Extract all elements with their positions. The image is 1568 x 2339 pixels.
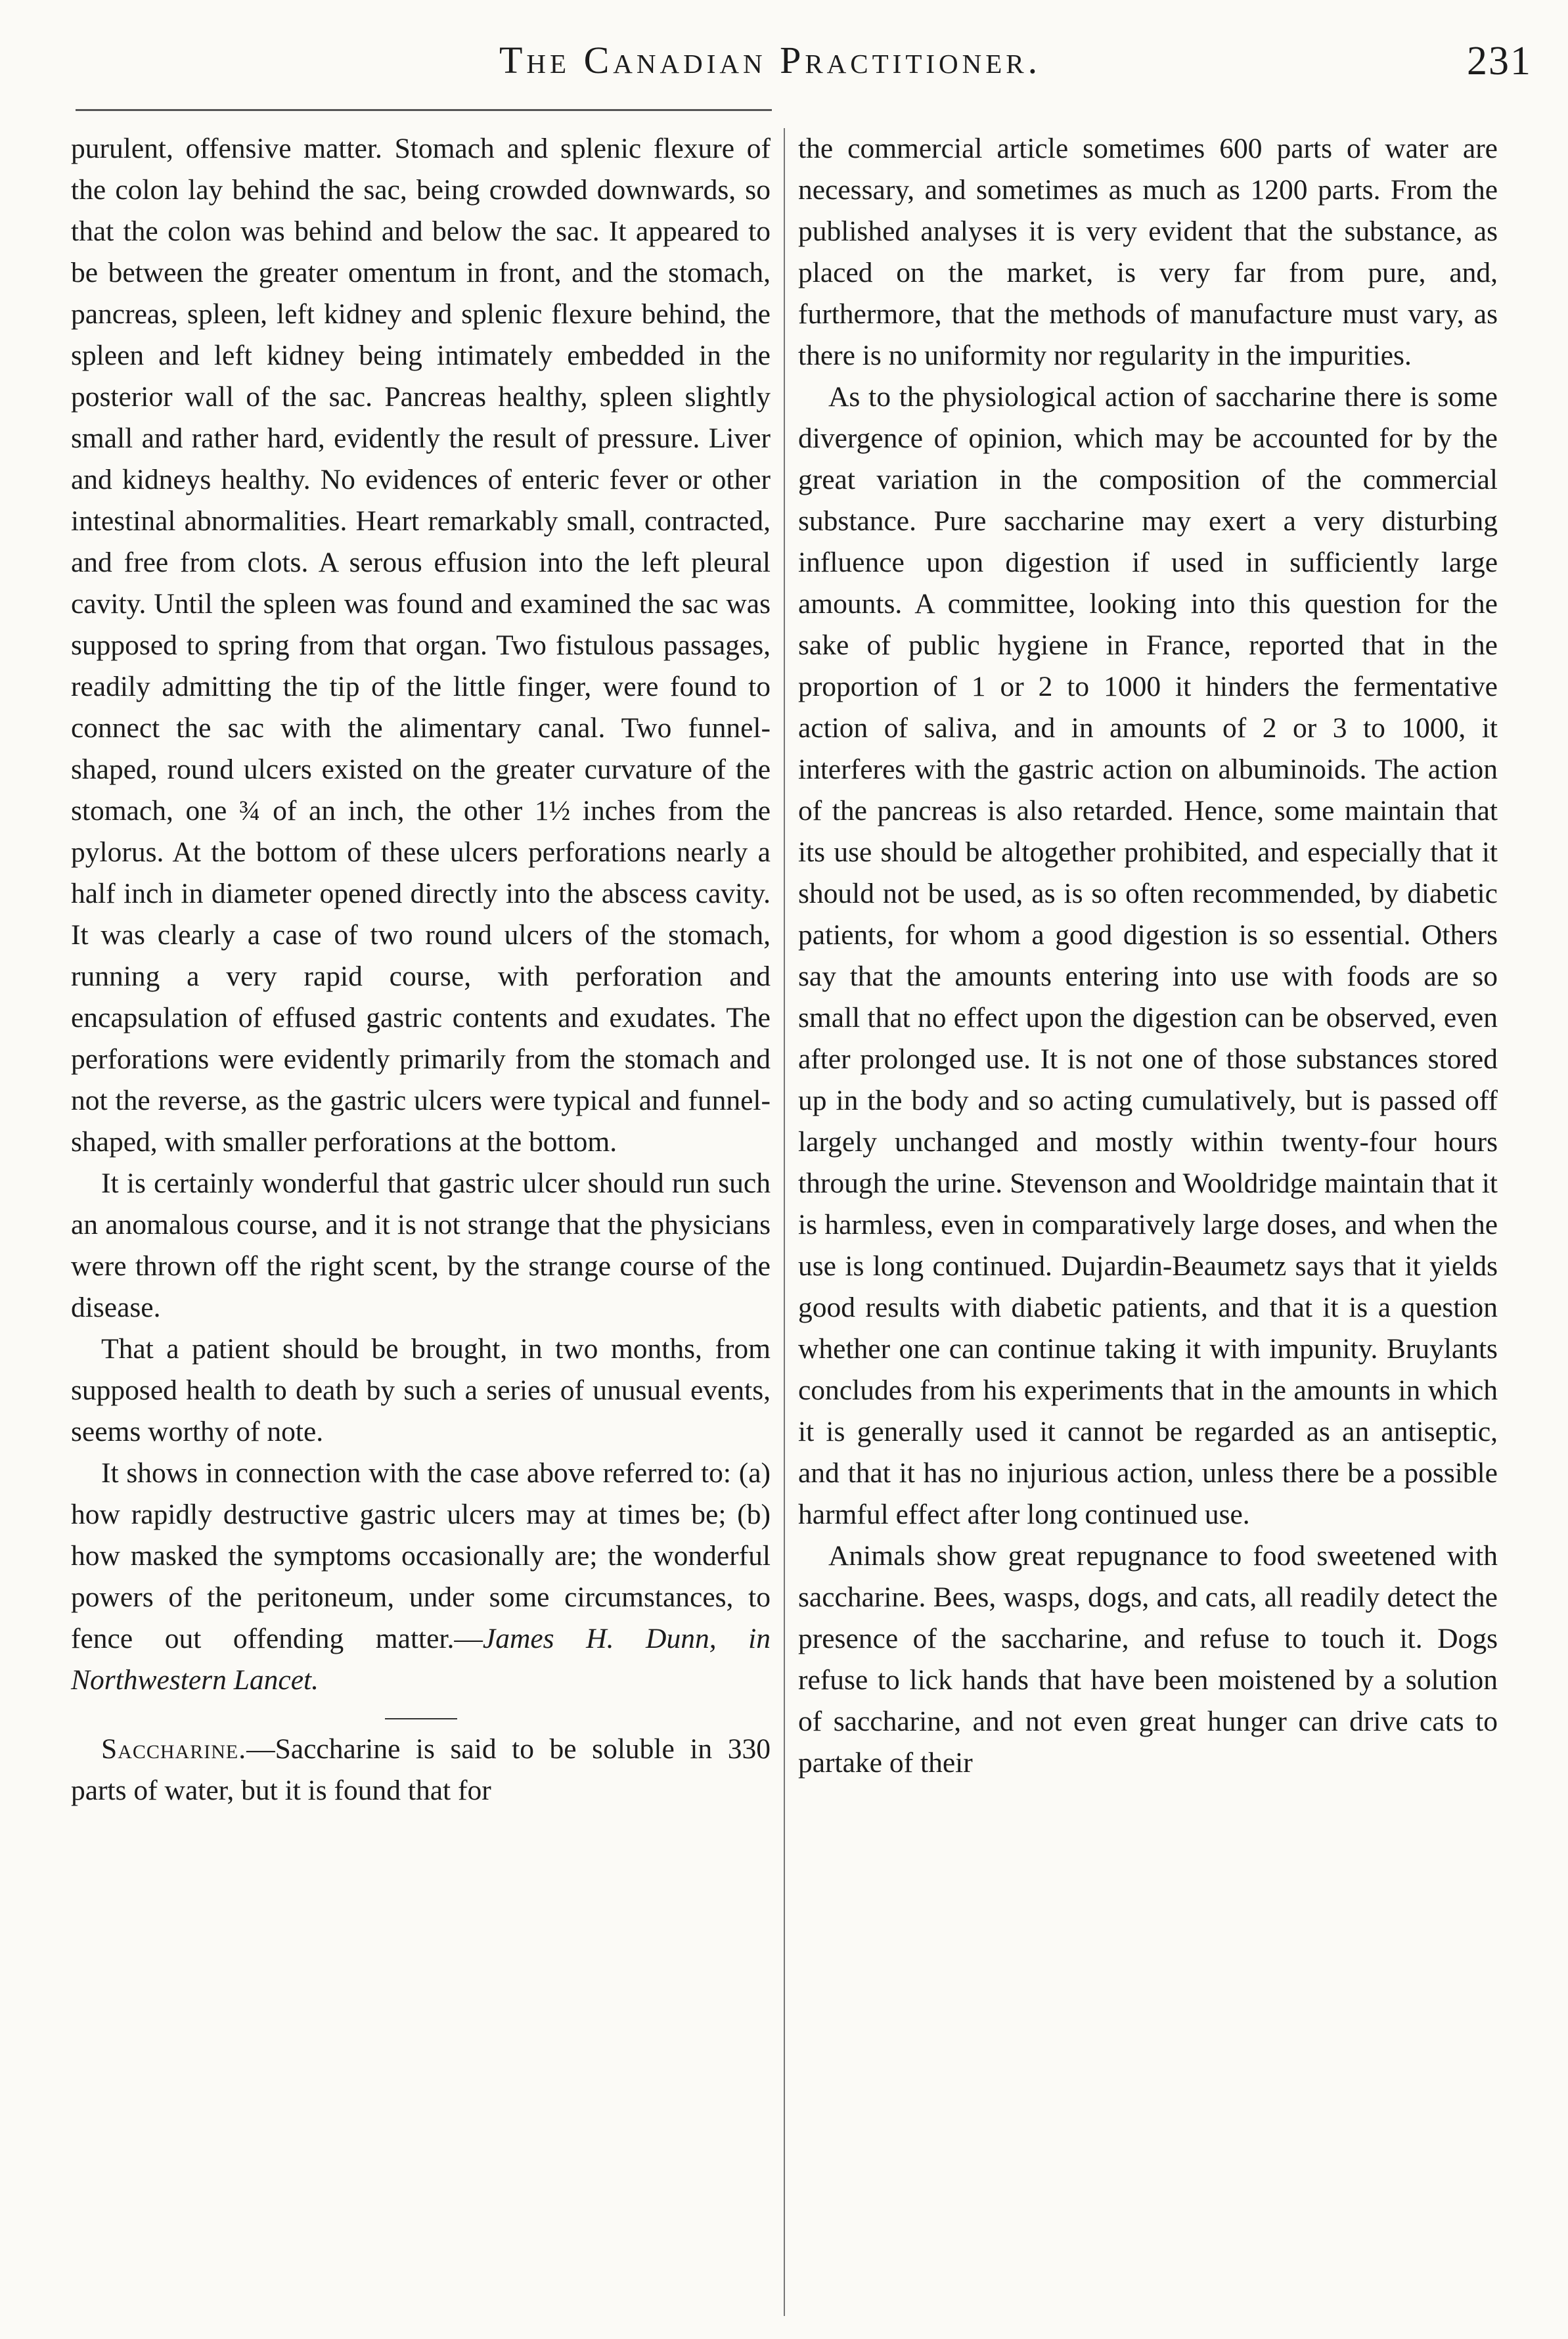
section-heading-saccharine: Saccharine. <box>101 1733 247 1765</box>
running-header <box>0 18 1568 97</box>
section-separator <box>385 1718 457 1719</box>
citation: James H. Dunn, in Northwestern Lancet. <box>71 1623 771 1696</box>
paragraph-wonderful-course: It is certainly wonderful that gastric ulcer should run such an anomalous course, and it is not strange that the physicians were thrown off the right scent, by the strange course of the disease. <box>71 1168 771 1323</box>
paragraph-animals: Animals show great repugnance to food sweetened with saccharine. Bees, wasps, dogs, and cats, all readily detect the presence of the saccharine, and refuse to touch it. Dogs refuse to lick hands that have been moistened by a solution of saccharine, and not even great hunger can drive cats to partake of their <box>798 1540 1498 1779</box>
header-rule <box>76 109 772 111</box>
paragraph-saccharine <box>71 1729 771 1811</box>
paragraph-physiological-action: As to the physiological action of saccharine there is some divergence of opinion, which may be accounted for by the great variation in the composition of the commercial substance. Pure saccharine may exert a very disturbing influence upon digestion if used in sufficiently large amounts. A committee, looking into this question for the sake of public hygiene in France, reported that in the proportion of 1 or 2 to 1000 it hinders the fermentative action of saliva, and in amounts of 2 or 3 to 1000, it interferes with the gastric action on albuminoids. The action of the pancreas is also retarded. Hence, some maintain that its use should be altogether prohibited, and especially that it should not be used, as is so often recommended, by diabetic patients, for whom a good digestion is so essential. Others say that the amounts entering into use with foods are so small that no effect upon the digestion can be observed, even after prolonged use. It is not one of those substances stored up in the body and so acting cumulatively, but is passed off largely unchanged and mostly within twenty-four hours through the urine. Stevenson and Wooldridge maintain that it is harmless, even in comparatively large doses, and when the use is long continued. Dujardin-Beaumetz says that it yields good results with diabetic patients, and that it is a question whether one can continue taking it with impunity. Bruylants concludes from his experiments that in the amounts in which it is generally used it cannot be regarded as an antiseptic, and that it has no injurious action, unless there be a possible harmful effect after long continued use. <box>798 381 1498 1530</box>
left-column <box>71 128 771 1811</box>
right-column <box>798 128 1498 1784</box>
journal-title: The Canadian Practitioner. <box>499 39 1042 81</box>
paragraph-conclusions <box>71 1453 771 1701</box>
page-number: 231 <box>1467 39 1532 83</box>
column-divider <box>784 128 785 2316</box>
paragraph-worthy-of-note: That a patient should be brought, in two months, from supposed health to death by such a series of unusual events, seems worthy of note. <box>71 1333 771 1447</box>
paragraph-commercial-article: the commercial article sometimes 600 parts of water are necessary, and sometimes as much as 1200 parts. From the published analyses it is very evident that the substance, as placed on the market, is very far from pure, and, furthermore, that the methods of manufacture must vary, as there is no uniformity nor regularity in the impurities. <box>798 133 1498 371</box>
paragraph-saccharine-text: —Saccharine is said to be soluble in 330 parts of water, but it is found that for <box>71 1733 771 1806</box>
paragraph-autopsy-findings: purulent, offensive matter. Stomach and splenic flexure of the colon lay behind the sac, being crowded downwards, so that the colon was behind and below the sac. It appeared to be between the greater omentum in front, and the stomach, pancreas, spleen, left kidney and splenic flexure behind, the spleen and left kidney being intimately embedded in the posterior wall of the sac. Pancreas healthy, spleen slightly small and rather hard, evidently the result of pressure. Liver and kidneys healthy. No evidences of enteric fever or other intestinal abnormalities. Heart remarkably small, contracted, and free from clots. A serous effusion into the left pleural cavity. Until the spleen was found and examined the sac was supposed to spring from that organ. Two fistulous passages, readily admitting the tip of the little finger, were found to connect the sac with the alimentary canal. Two funnel-shaped, round ulcers existed on the greater curvature of the stomach, one ¾ of an inch, the other 1½ inches from the pylorus. At the bottom of these ulcers perforations nearly a half inch in diameter opened directly into the abscess cavity. It was clearly a case of two round ulcers of the stomach, running a very rapid course, with perforation and encapsulation of effused gastric contents and exudates. The perforations were evidently primarily from the stomach and not the reverse, as the gastric ulcers were typical and funnel-shaped, with smaller perforations at the bottom. <box>71 133 771 1158</box>
paragraph-conclusions-text: It shows in connection with the case above referred to: (a) how rapidly destructive gastric ulcers may at times be; (b) how masked the symptoms occasionally are; the wonderful powers of the peritoneum, under some circumstances, to fence out offending matter.— <box>71 1457 771 1654</box>
